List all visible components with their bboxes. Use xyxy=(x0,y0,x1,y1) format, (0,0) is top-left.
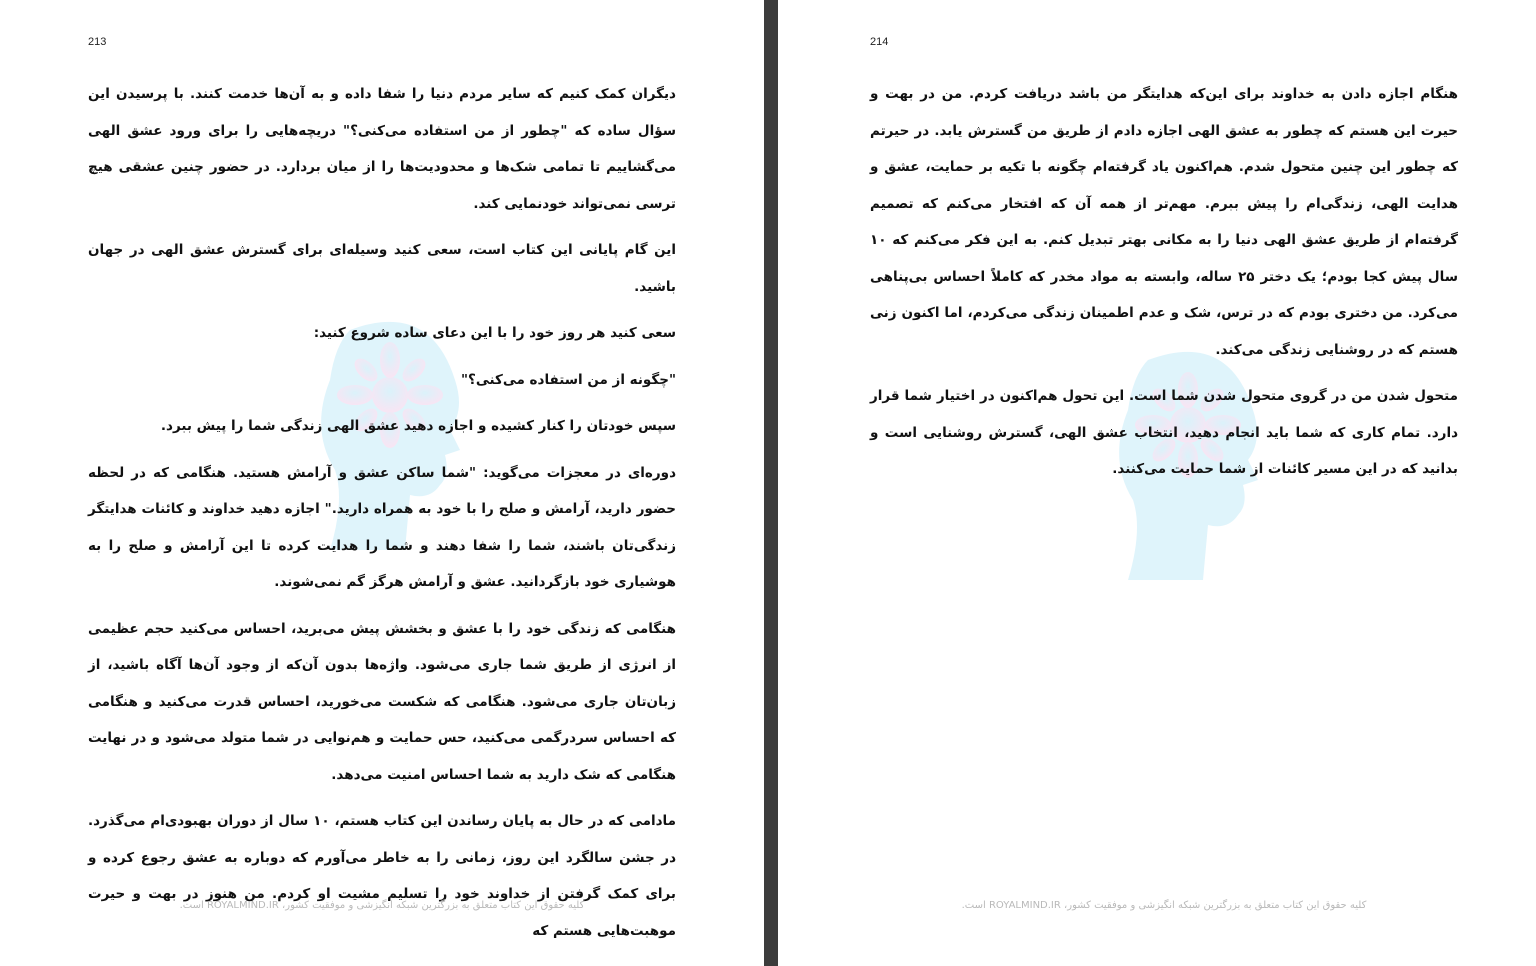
paragraph: سپس خودتان را کنار کشیده و اجازه دهید عشق الهی زندگی شما را پیش ببرد. xyxy=(160,418,676,434)
page-body-text xyxy=(870,76,1458,498)
paragraph: متحول شدن من در گروی متحول شدن شما است. این تحول هم‌اکنون در اختیار شما قرار دارد. تمام کاری که شما باید انجام دهید، انتخاب عشق الهی، گسترش روشنایی است و بدانید که در این مسیر کائنات از شما حمایت می‌کنند. xyxy=(870,388,1458,477)
paragraph: هنگام اجازه دادن به خداوند برای این‌که هدایتگر من باشد دریافت کردم. من در بهت و حیرت این هستم که چطور به عشق الهی اجازه دادم از طریق من گسترش یابد. در حیرتم که چطور این چنین متحول شدم. هم‌اکنون یاد گرفته‌ام چگونه با تکیه بر حمایت، عشق و هدایت الهی، زندگی‌ام را پیش ببرم. مهم‌تر از همه آن که افتخار می‌کنم که تصمیم گرفته‌ام از طریق عشق الهی دنیا را به مکانی بهتر تبدیل کنم. به این فکر می‌کنم که ۱۰ سال پیش کجا بودم؛ یک دختر ۲۵ ساله، وابسته به مواد مخدر که کاملاً احساس بی‌پناهی می‌کرد. من دختری بودم که در ترس، شک و عدم اطمینان زندگی می‌کردم، اما اکنون زنی هستم که در روشنایی زندگی می‌کند. xyxy=(870,86,1458,358)
paragraph: دوره‌ای در معجزات می‌گوید: "شما ساکن عشق و آرامش هستید. هنگامی که در لحظه حضور دارید، آرامش و صلح را با خود به همراه دارید." اجازه دهید خداوند و کائنات هدایتگر زندگی‌تان باشند، شما را شفا دهند و شما را هدایت کرده تا این آرامش و صلح را به هوشیاری خود بازگردانید. عشق و آرامش هرگز گم نمی‌شوند. xyxy=(88,464,676,590)
page-gutter-divider xyxy=(764,0,778,966)
paragraph: این گام پایانی این کتاب است، سعی کنید وسیله‌ای برای گسترش عشق الهی در جهان باشید. xyxy=(88,242,676,295)
paragraph: مادامی که در حال به پایان رساندن این کتاب هستم، ۱۰ سال از دوران بهبودی‌ام می‌گذرد. در جشن سالگرد این روز، زمانی را به خاطر می‌آورم که دوباره به عشق رجوع کرده و برای کمک گرفتن از خداوند خود را تسلیم مشیت او کردم. من هنوز در بهت و حیرت موهبت‌هایی هستم که xyxy=(88,813,676,939)
book-page-left xyxy=(0,0,764,966)
paragraph: "چگونه از من استفاده می‌کنی؟" xyxy=(460,371,676,388)
book-page-right xyxy=(778,0,1536,966)
paragraph: هنگامی که زندگی خود را با عشق و بخشش پیش می‌برید، احساس می‌کنید حجم عظیمی از انرژی از طریق شما جاری می‌شود. واژه‌ها بدون آن‌که از وجود آن‌ها آگاه باشید، از زبان‌تان جاری می‌شود. هنگامی که شکست می‌خورید، احساس قدرت می‌کنید و هنگامی که احساس سردرگمی می‌کنید، حس حمایت و هم‌نوایی در شما متولد می‌شود و در نهایت هنگامی که شک دارید به شما احساس امنیت می‌دهد. xyxy=(88,620,676,783)
copyright-footer: کلیه حقوق این کتاب متعلق به بزرگترین شبکه انگیزشی و موفقیت کشور، ROYALMIND.IR است. xyxy=(961,900,1367,911)
paragraph: دیگران کمک کنیم که سایر مردم دنیا را شفا داده و به آن‌ها خدمت کنند. با پرسیدن این سؤال ساده که "چطور از من استفاده می‌کنی؟" دریچه‌هایی را برای ورود عشق الهی می‌گشاییم تا تمامی شک‌ها و محدودیت‌ها را از میان بردارد. در حضور چنین عشقی هیچ ترسی نمی‌تواند خودنمایی کند. xyxy=(88,86,676,212)
paragraph: سعی کنید هر روز خود را با این دعای ساده شروع کنید: xyxy=(313,325,676,341)
page-number: 213 xyxy=(88,36,107,48)
copyright-footer: کلیه حقوق این کتاب متعلق به بزرگترین شبکه انگیزشی و موفقیت کشور، ROYALMIND.IR است. xyxy=(179,900,585,911)
page-body-text xyxy=(88,76,676,959)
page-number: 214 xyxy=(870,36,889,48)
